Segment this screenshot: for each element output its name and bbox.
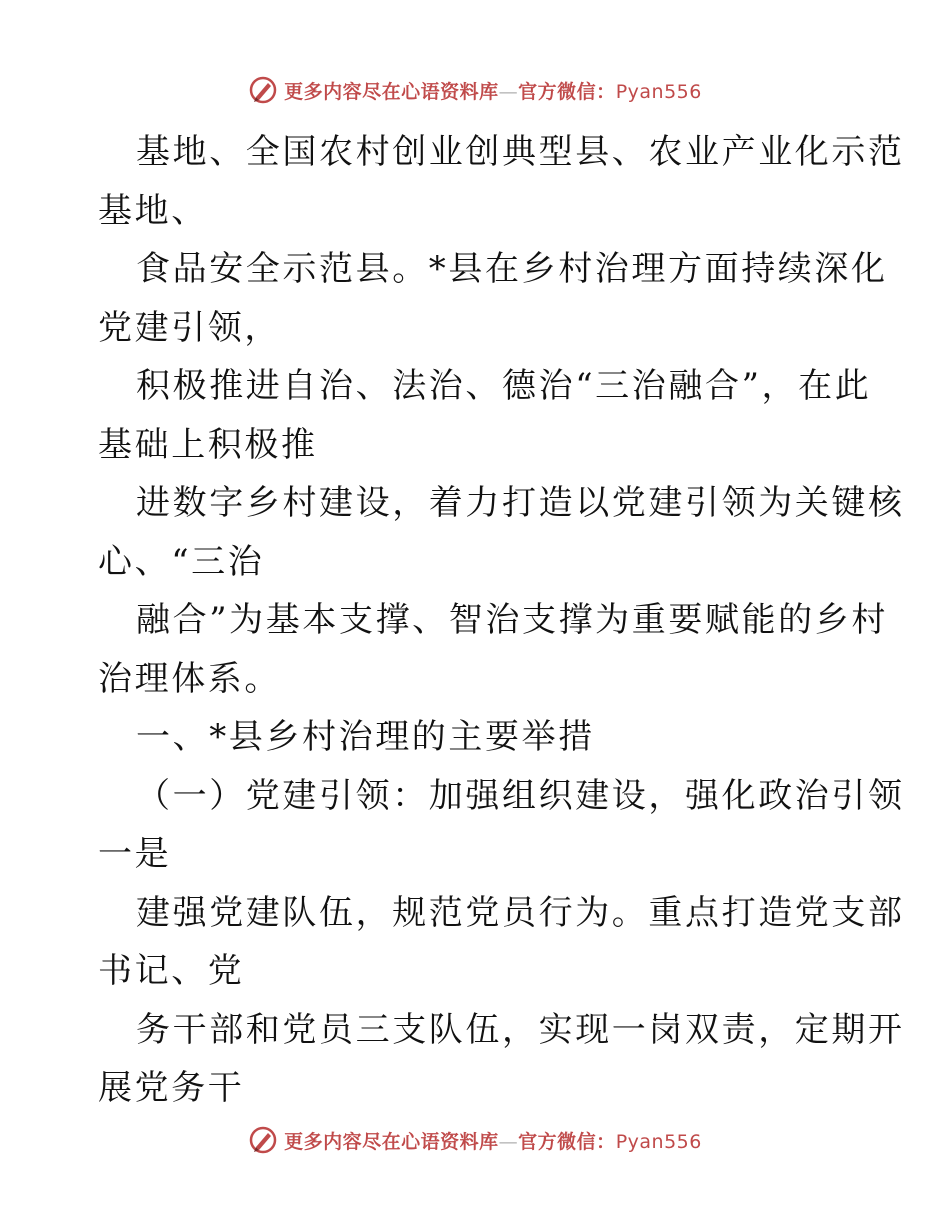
body-line: 党建引领，	[98, 307, 281, 348]
body-line: 心、“三治	[98, 541, 265, 582]
watermark-contact: 官方微信：	[518, 80, 616, 103]
watermark-separator: —	[498, 1130, 519, 1153]
body-line: 进数字乡村建设，着力打造以党建引领为关键核	[136, 483, 905, 523]
pen-logo-icon	[248, 75, 278, 105]
body-line: 基地、	[98, 190, 208, 231]
subsection-heading: （一）党建引领：加强组织建设，强化政治引领	[136, 775, 905, 816]
watermark-text	[284, 77, 702, 104]
section-heading: 一、*县乡村治理的主要举措	[136, 717, 595, 757]
body-line: 融合”为基本支撑、智治支撑为重要赋能的乡村	[136, 600, 888, 640]
body-line: 一是	[98, 834, 172, 874]
watermark-text	[284, 1127, 702, 1154]
body-line: 治理体系。	[98, 658, 281, 699]
body-line: 食品安全示范县。*县在乡村治理方面持续深化	[136, 249, 888, 289]
watermark-title: 更多内容尽在心语资料库	[284, 80, 499, 103]
header-watermark	[0, 72, 950, 108]
body-line: 积极推进自治、法治、德治“三治融合”，在此	[136, 366, 872, 406]
body-line: 书记、党	[98, 951, 245, 991]
pen-logo-icon	[248, 1125, 278, 1155]
body-line: 务干部和党员三支队伍，实现一岗双责，定期开	[136, 1009, 905, 1050]
footer-watermark	[0, 1122, 950, 1158]
document-body	[98, 123, 905, 1118]
watermark-id: Pyan556	[615, 1130, 702, 1153]
watermark-separator: —	[498, 80, 519, 103]
body-line: 基础上积极推	[98, 424, 318, 465]
watermark-id: Pyan556	[615, 80, 702, 103]
body-line: 展党务干	[98, 1068, 245, 1108]
body-line: 建强党建队伍，规范党员行为。重点打造党支部	[136, 892, 905, 933]
watermark-contact: 官方微信：	[518, 1130, 616, 1153]
body-line: 基地、全国农村创业创典型县、农业产业化示范	[136, 132, 905, 172]
watermark-title: 更多内容尽在心语资料库	[284, 1130, 499, 1153]
